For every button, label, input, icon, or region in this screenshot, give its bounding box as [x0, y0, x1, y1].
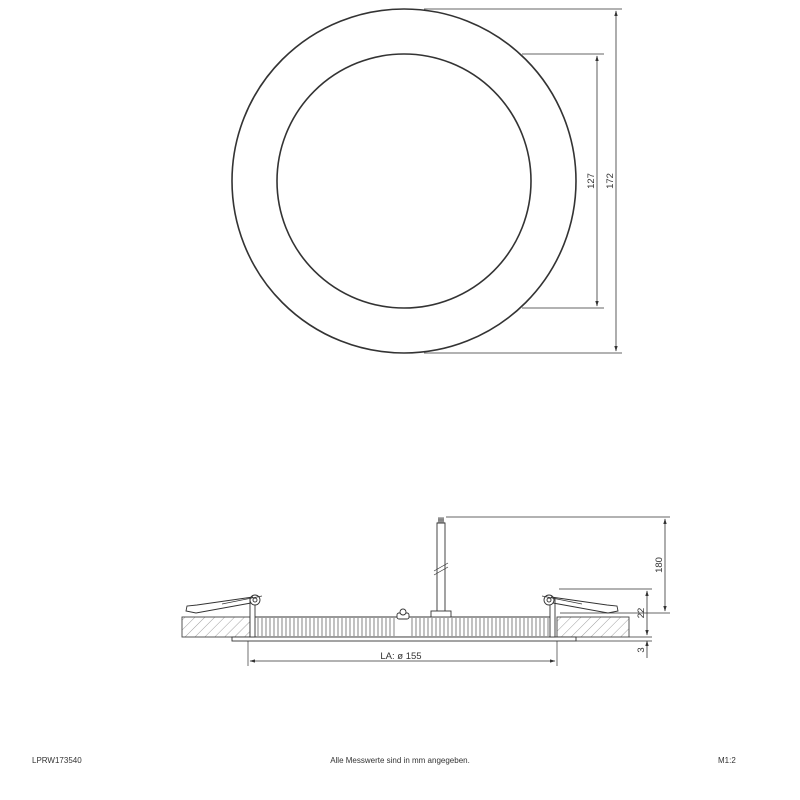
luminaire-housing: [254, 609, 554, 637]
top-view: [232, 9, 622, 353]
dimension-label-cutout: LA: ø 155: [380, 651, 422, 662]
ceiling-section-left: [182, 617, 250, 637]
side-view: [182, 517, 670, 666]
dimension-label-127: 127: [586, 173, 597, 189]
scale-label: M1:2: [718, 756, 736, 765]
inner-light-area: [277, 54, 531, 308]
dimension-label-22: 22: [636, 607, 647, 619]
ceiling-section-right: [557, 617, 629, 637]
outer-ring: [232, 9, 576, 353]
side-extension-lines: [248, 517, 670, 666]
dimension-label-172: 172: [605, 173, 616, 189]
connection-cable: [431, 517, 451, 617]
measurement-note: Alle Messwerte sind in mm angegeben.: [330, 756, 470, 765]
product-code: LPRW173540: [32, 756, 82, 765]
dimension-label-180: 180: [654, 557, 665, 573]
front-flange: [232, 637, 576, 641]
dimension-label-3: 3: [636, 647, 647, 653]
